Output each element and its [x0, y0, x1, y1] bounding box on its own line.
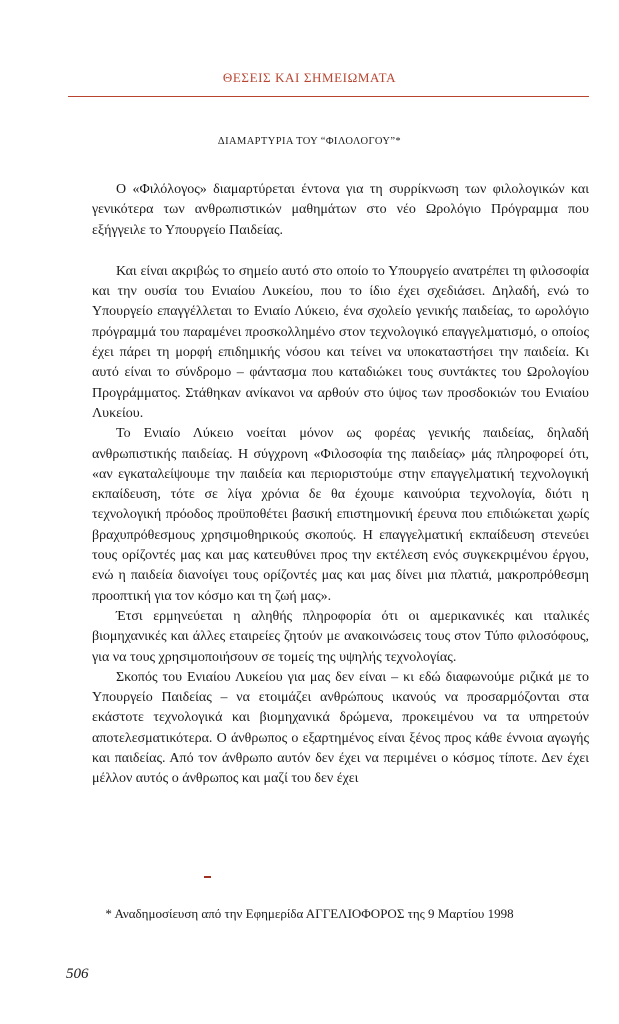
paragraph: Έτσι ερμηνεύεται η αληθής πληροφορία ότι οι αμερικανικές και ιταλικές βιομηχανικές και άλλες εταιρείες ζητούν με ανακοινώσεις τους στον Τύπο φιλοσόφους, για να τους χρησιμοποιήσουν σε τομείς της υψηλής τεχνολογίας. — [92, 608, 589, 665]
paragraph: Το Ενιαίο Λύκειο νοείται μόνον ως φορέας γενικής παιδείας, δηλαδή ανθρωπιστικής παιδείας. Η σύγχρονη «Φιλοσοφία της παιδείας» μάς πληροφορεί ότι, «αν εγκαταλείψουμε την παιδεία και περιοριστούμε στην επαγγελματική τεχνολογική εκπαίδευση, τότε σε λίγα χρόνια δε θα έχουμε καινούρια τεχνολογία, διότι η τεχνολογική πρόοδος προϋποθέτει βασική επιστημονική έρευνα που επιδιώκεται χωρίς βραχυπρόθεσμους χρησιμοθηρικούς σκοπούς. Η επαγγελματική εκπαίδευση στενεύει τους ορίζοντές μας και μας κατευθύνει προς την εκτέλεση ενός συγκεκριμένου έργου, ενώ η παιδεία διανοίγει τους ορίζοντές μας και μας δίνει μια πλατιά, μακροπρόθεσμη προοπτική για τον κόσμο και τη ζωή μας». — [92, 426, 589, 604]
footnote: * Αναδημοσίευση από την Εφημερίδα ΑΓΓΕΛΙΟΦΟΡΟΣ της 9 Μαρτίου 1998 — [105, 906, 514, 921]
article-body — [92, 180, 589, 790]
paragraph: Ο «Φιλόλογος» διαμαρτύρεται έντονα για τη συρρίκνωση των φιλολογικών και γενικότερα των ανθρωπιστικών μαθημάτων στο νέο Ωρολόγιο Πρόγραμμα που εξήγγειλε το Υπουργείο Παιδείας. — [92, 182, 589, 238]
paragraph: Σκοπός του Ενιαίου Λυκείου για μας δεν είναι – κι εδώ διαφωνούμε ριζικά με το Υπουργείο Παιδείας – να ετοιμάζει ανθρώπους ικανούς να προσαρμόζονται στα εκάστοτε τεχνολογικά και βιομηχανικά δρώμενα, προκειμένου να τα υπηρετούν αποτελεσματικότερα. Ο άνθρωπος ο εξαρτημένος είναι ξένος προς κάθε έννοια αγωγής και παιδείας. Από τον άνθρωπο αυτόν δεν έχει να περιμένει ο κόσμος τίποτε. Δεν έχει μέλλον αυτός ο άνθρωπος και μαζί του δεν έχει — [92, 669, 589, 787]
article-title: ΔΙΑΜΑΡΤΥΡΙΑ ΤΟΥ “ΦΙΛΟΛΟΓΟΥ”* — [217, 136, 402, 147]
running-header: ΘΕΣΕΙΣ ΚΑΙ ΣΗΜΕΙΩΜΑΤΑ — [222, 70, 397, 85]
page-number: 506 — [66, 966, 89, 982]
stray-ink-mark — [204, 876, 211, 878]
header-rule — [68, 96, 589, 97]
paragraph: Και είναι ακριβώς το σημείο αυτό στο οποίο το Υπουργείο ανατρέπει τη φιλοσοφία και την ουσία του Ενιαίου Λυκείου, που το ίδιο έχει σχεδιάσει. Δηλαδή, ενώ το Υπουργείο επαγγέλλεται το Ενιαίο Λύκειο, ένα σχολείο γενικής παιδείας, το ωρολόγιο πρόγραμμά του παραμένει προσκολλημένο στον τεχνολογικό επαγγελματισμό, ο οποίος έχει πάρει τη μορφή επιδημικής νόσου και τείνει να υποκαταστήσει την παιδεία. Κι αυτό είναι το σύνδρομο – φάντασμα που καταδιώκει τους συντάκτες του Ωρολογίου Προγράμματος. Στάθηκαν ανίκανοι να αρθούν στο ύψος των προσδοκιών του Ενιαίου Λυκείου. — [92, 263, 589, 421]
